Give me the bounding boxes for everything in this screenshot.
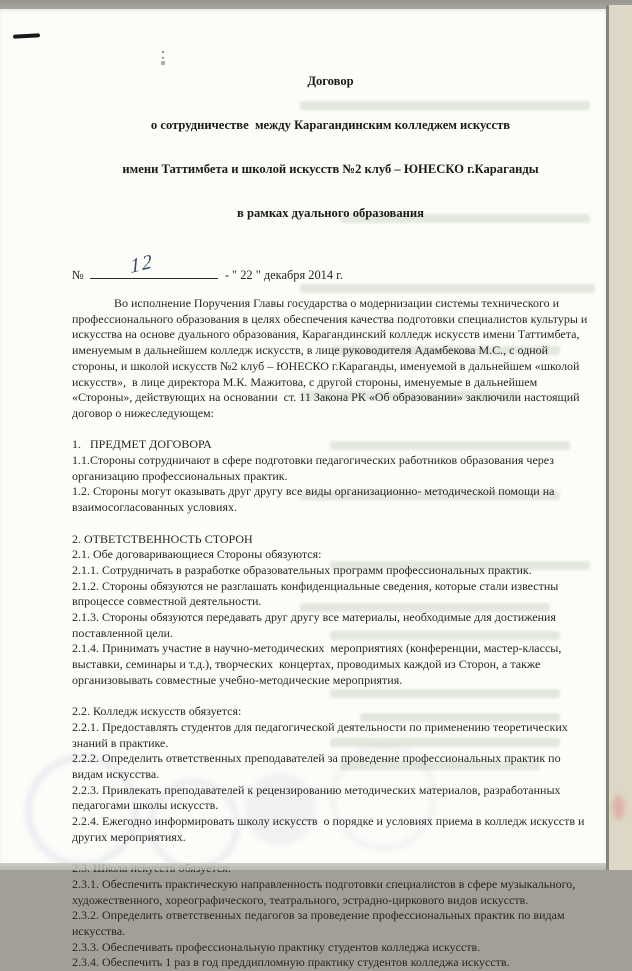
- contract-paragraph: 2.3.1. Обеспечить практическую направленность подготовки специалистов в сфере музыкального, художественного, хореографического, театрального, эстрадно-циркового видов искусств.: [72, 876, 579, 907]
- contract-paragraph: Во исполнение Поручения Главы государства о модернизации системы технического и профессионального образования в целях обеспечения качества подготовки специалистов культуры и искусства на основе дуального образования, Карагандинский колледж искусств имени Таттимбета, именуемым в дальнейшем колледж искусств, в лице руководителя Адамбекова М.С., с одной стороны, и школой искусств №2 клуб – ЮНЕСКО г.Караганды, именуемой в дальнейшем «школой искусств», в лице директора М.К. Мажитова, с другой стороны, именуемые в дальнейшем «Стороны», действующих на основании ст. 11 Закона РК «Об образовании» заключили настоящий договор о нижеследующем:: [72, 296, 591, 420]
- blank-line: [72, 422, 589, 438]
- contract-paragraph: 2.1. Обе договаривающиеся Стороны обязуются:: [72, 547, 322, 562]
- blank-line: [72, 846, 589, 862]
- contract-paragraph: 2.1.3. Стороны обязуются передавать друг другу все материалы, необходимые для достижения поставленной цели.: [72, 610, 559, 640]
- contract-paragraph: 2.1.1. Сотрудничать в разработке образовательных программ профессиональных практик.: [72, 562, 532, 577]
- handwritten-number: 12: [129, 250, 155, 279]
- scan-bottom-edge: [0, 863, 606, 870]
- contract-paragraph: 2.2.2. Определить ответственных преподавателей за проведение профессиональных практик по видам искусства.: [72, 751, 564, 782]
- title-line: в рамках дуального образования: [237, 205, 424, 220]
- document-page: [0, 9, 606, 970]
- title-line: имени Таттимбета и школой искусств №2 клуб – ЮНЕСКО г.Караганды: [122, 161, 539, 176]
- contract-paragraph: 2.2.4. Ежегодно информировать школу искусств о порядке и условиях приема в колледж искусств и других мероприятиях.: [72, 814, 588, 844]
- document-content: [72, 9, 589, 971]
- number-blank-line: [90, 250, 218, 279]
- contract-paragraph: 1.1.Стороны сотрудничают в сфере подготовки педагогических работников образования через организацию профессиональных практик.: [72, 453, 557, 483]
- document-title: [72, 45, 589, 249]
- contract-paragraph: 2.1.2. Стороны обязуются не разглашать конфиденциальные сведения, которые стали известны впроцессе совместной деятельности.: [72, 578, 562, 609]
- blank-line: [72, 689, 589, 705]
- pink-ink-mark: [612, 795, 625, 820]
- contract-paragraph: 2.3.4. Обеспечить 1 раз в год преддипломную практику студентов колледжа искусств.: [72, 955, 510, 970]
- pen-dash-mark: [13, 33, 40, 38]
- title-line: о сотрудничестве между Карагандинским колледжем искусств: [150, 117, 511, 132]
- title-line: Договор: [307, 74, 354, 89]
- contract-number-row: [72, 250, 589, 284]
- contract-paragraph: 2.1.4. Принимать участие в научно-методических мероприятиях (конференции, мастер-классы, выставки, семинары и т.д.), творческих концертах, проводимых каждой из Сторон, а также организовывать совместные учебно-методические мероприятия.: [72, 641, 565, 687]
- underlying-page-edge: [606, 5, 632, 870]
- number-label: №: [72, 268, 84, 283]
- contract-paragraph: 2.2. Колледж искусств обязуется:: [72, 704, 242, 719]
- contract-date: - " 22 " декабря 2014 г.: [224, 268, 343, 283]
- scan-top-edge: [0, 0, 632, 9]
- contract-paragraph: 2.3.3. Обеспечивать профессиональную практику студентов колледжа искусств.: [72, 939, 481, 954]
- contract-paragraph: 2.3.2. Определить ответственных педагогов за проведение профессиональных практик по видам искусства.: [72, 908, 568, 939]
- contract-paragraph: 1.2. Стороны могут оказывать друг другу все виды организационно- методической помощи на взаимосогласованных условиях.: [72, 484, 558, 515]
- contract-paragraph: 2.2.1. Предоставлять студентов для педагогической деятельности по применению теоретических знаний в практике.: [72, 719, 571, 750]
- blank-line: [72, 516, 589, 532]
- section-heading: 1. ПРЕДМЕТ ДОГОВОРА: [72, 437, 212, 452]
- contract-paragraph: 2.2.3. Привлекать преподавателей к рецензированию методических материалов, разработанных педагогами школы искусств.: [72, 782, 564, 813]
- section-heading: 2. ОТВЕТСТВЕННОСТЬ СТОРОН: [72, 531, 253, 546]
